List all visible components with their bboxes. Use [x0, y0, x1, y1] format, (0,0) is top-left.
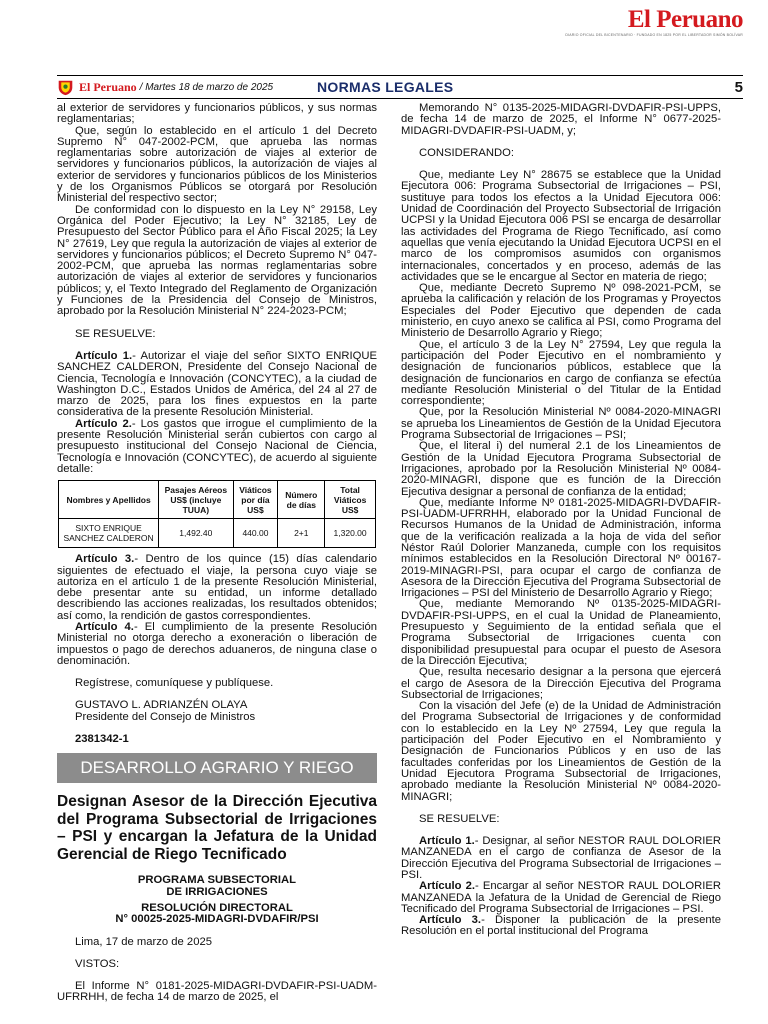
- page-number: 5: [734, 78, 743, 96]
- paragraph: El Informe N° 0181-2025-MIDAGRI-DVDAFIR-PSI-UADM-UFRRHH, de fecha 14 de marzo de 2025, el: [57, 980, 377, 1004]
- table-header: Viáticos por día US$: [233, 481, 278, 519]
- table-header: Total Viáticos US$: [325, 481, 376, 519]
- article-4: [57, 622, 377, 667]
- brand-name: El Peruano: [627, 6, 743, 33]
- article-text: - Encargar al señor NESTOR RAUL DOLORIER MANZANEDA la Jefatura de la Unidad de Gerencial de Riego Tecnificado del Programa Subsectorial de Irrigaciones – PSI.: [401, 880, 721, 915]
- article-text: - Los gastos que irrogue el cumplimiento de la presente Resolución Ministerial serán cubiertos con cargo al presupuesto institucional del Consejo Nacional de Ciencia, Tecnología e Innovación (CONCYTEC), de acuerdo al siguiente detalle:: [57, 417, 377, 475]
- header-date: / Martes 18 de marzo de 2025: [139, 81, 274, 93]
- article-text: - Dentro de los quince (15) días calendario siguientes de efectuado el viaje, la persona cuyo viaje se autoriza en el artículo 1 de la presente Resolución Ministerial, debe presentar ante su entidad, un informe detallado describiendo las acciones realizadas, los resultados obtenidos; así como, la rendición de gastos correspondientes.: [57, 553, 377, 622]
- article-label: Artículo 1.: [75, 349, 133, 362]
- article-label: Artículo 4.: [75, 620, 134, 633]
- paragraph: Que, por la Resolución Ministerial Nº 0084-2020-MINAGRI se aprueba los Lineamientos de Gestión de la Unidad Ejecutora Programa Subsectorial de Irrigaciones – PSI;: [401, 406, 721, 442]
- header-section: NORMAS LEGALES: [317, 79, 454, 95]
- article-label: Artículo 1.: [419, 835, 475, 848]
- header-bottom-rule: [57, 98, 743, 99]
- place-date: Lima, 17 de marzo de 2025: [75, 935, 212, 948]
- paragraph: Que, según lo establecido en el artículo 1 del Decreto Supremo N° 047-2002-PCM, que aprueba las normas reglamentarias sobre autorización de viajes al exterior de servidores y funcionarios públicos, la autorización de viajes al exterior de servidores y funcionarios públicos de los Ministerios y de los Organismos Públicos se otorgará por Resolución Ministerial del respectivo sector;: [57, 124, 377, 205]
- expenses-table: [58, 480, 376, 548]
- article-label: Artículo 2.: [75, 417, 132, 430]
- article-text: - Autorizar el viaje del señor SIXTO ENRIQUE SANCHEZ CALDERON, Presidente del Consejo Nacional de Ciencia, Tecnología e Innovación (CONCYTEC), a la ciudad de Washington D.C., Estados Unidos de América, del 24 al 27 de marzo de 2025, para los fines expuestos en la parte considerativa de la presente Resolución Ministerial.: [57, 349, 377, 419]
- se-resuelve-heading: SE RESUELVE:: [419, 812, 500, 825]
- paragraph: Con la visación del Jefe (e) de la Unidad de Administración del Programa Subsectorial de Irrigaciones y de conformidad con lo establecido en la Ley Nº 27594, Ley que regula la participación del Poder Ejecutivo en el Nombramiento y Designación de Funcionarios Públicos y en uso de las facultades conferidas por los Lineamientos de Gestión de la Unidad Ejecutora Programa Subsectorial de Irrigaciones, aprobado mediante la Resolución Ministerial Nº 0084-2020-MINAGRI;: [401, 700, 721, 803]
- section-banner: DESARROLLO AGRARIO Y RIEGO: [57, 753, 377, 783]
- article-title: Designan Asesor de la Dirección Ejecutiva del Programa Subsectorial de Irrigaciones – PSI y encargan la Jefatura de la Unidad Gerencial de Riego Tecnificado: [57, 793, 377, 863]
- table-header: Número de días: [278, 481, 325, 519]
- article-1: [57, 351, 377, 419]
- program-name-line: DE IRRIGACIONES: [166, 885, 268, 898]
- table-cell: SIXTO ENRIQUE SANCHEZ CALDERON: [59, 519, 159, 548]
- article-text: - Disponer la publicación de la presente Resolución en el portal institucional del Programa: [401, 914, 721, 938]
- table-cell: 440.00: [233, 519, 278, 548]
- article-2: [401, 881, 721, 915]
- header-paper-name: El Peruano: [79, 79, 137, 94]
- paragraph: Que, resulta necesario designar a la persona que ejercerá el cargo de Asesora de la Dirección Ejecutiva del Programa Subsectorial de Irrigaciones;: [401, 666, 721, 701]
- paragraph: Que, el artículo 3 de la Ley N° 27594, Ley que regula la participación del Poder Ejecutivo en el nombramiento y designación de funcionarios públicos, establece que la designación de funcionarios en cargo de confianza se efectúa mediante Resolución Ministerial o del Titular de la Entidad correspondiente;: [401, 338, 721, 408]
- paragraph: De conformidad con lo dispuesto en la Ley N° 29158, Ley Orgánica del Poder Ejecutivo; la Ley N° 32185, Ley de Presupuesto del Sector Público para el Año Fiscal 2025; la Ley N° 27619, Ley que regula la autorización de viajes al exterior de servidores y funcionarios públicos; el Decreto Supremo N° 047-2002-PCM, que aprueba las normas reglamentarias sobre autorización de viajes al exterior de servidores y funcionarios públicos; y, el Texto Integrado del Reglamento de Organización y Funciones de la Presidencia del Consejo de Ministros, aprobado por la Resolución Ministerial N° 224-2023-PCM;: [57, 203, 377, 318]
- paragraph: al exterior de servidores y funcionarios públicos, y sus normas reglamentarias;: [57, 102, 377, 126]
- paragraph: Que, el literal i) del numeral 2.1 de los Lineamientos de Gestión de la Unidad Ejecutora Programa Subsectorial de Irrigaciones, aprobado por la Resolución Ministerial Nº 0084-2020-MINAGRI, dispone que es función de la Dirección Ejecutiva designar a personal de confianza de la entidad;: [401, 440, 721, 498]
- table-header-row: [59, 481, 376, 519]
- article-text: - El cumplimiento de la presente Resolución Ministerial no otorga derecho a exoneración o liberación de impuestos o pago de derechos aduaneros, de ninguna clase o denominación.: [57, 620, 377, 667]
- table-cell: 1,320.00: [325, 519, 376, 548]
- table-cell: 1,492.40: [159, 519, 233, 548]
- paragraph: Que, mediante Decreto Supremo Nº 098-2021-PCM, se aprueba la calificación y relación de los Programas y Proyectos Especiales del Poder Ejecutivo que dependen de cada ministerio, en cuyo anexo se califica al PSI, como Programa del Ministerio de Desarrollo Agrario y Riego;: [401, 282, 721, 340]
- paragraph: Que, mediante Informe Nº 0181-2025-MIDAGRI-DVDAFIR-PSI-UADM-UFRRHH, elaborado por la Unidad Funcional de Recursos Humanos de la Unidad de Administración, informa que de la verificación realizada a la hoja de vida del señor Néstor Raúl Dolorier Manzaneda, cumple con los requisitos mínimos establecidos en la Resolución Directoral Nº 00167-2019-MINAGRI-PSI, para ocupar el cargo de confianza de Asesora de la Dirección Ejecutiva del Programa Subsectorial de Irrigaciones – PSI del Ministerio de Desarrollo Agrario y Riego;: [401, 496, 721, 600]
- paragraph: Que, mediante Ley N° 28675 se establece que la Unidad Ejecutora 006: Programa Subsectorial de Irrigaciones – PSI, sustituye para todos los efectos a la Unidad Ejecutora 006: Unidad de Coordinación del Proyecto Subsectorial de Irrigación UCPSI y la Unidad Ejecutora 006 PSI se encarga de desarrollar las actividades del Programa de Riego Tecnificado, así como aquellas que venía ejecutando la Unidad Ejecutora UCPSI en el marco de los compromisos asumidos con organismos internacionales, concertados y en proceso, además de las actividades que se le encargue al Sector en materia de riego;: [401, 169, 721, 283]
- paragraph: Que, mediante Memorando Nº 0135-2025-MIDAGRI-DVDAFIR-PSI-UPPS, en el cual la Unidad de Planeamiento, Presupuesto y Seguimiento de la entidad señala que el Programa Subsectorial de Irrigaciones cuenta con disponibilidad presupuestal para ocupar el puesto de Asesora de la Dirección Ejecutiva;: [401, 598, 721, 667]
- resolution-number: N° 00025-2025-MIDAGRI-DVDAFIR/PSI: [115, 913, 319, 926]
- table-row: [59, 519, 376, 548]
- left-column: [57, 103, 377, 1004]
- newspaper-logo: [565, 7, 743, 38]
- right-column: [401, 103, 721, 938]
- article-3: [57, 554, 377, 622]
- closing-formula: Regístrese, comuníquese y publíquese.: [75, 677, 274, 690]
- paragraph: Memorando N° 0135-2025-MIDAGRI-DVDAFIR-PSI-UPPS, de fecha 14 de marzo de 2025, el Informe N° 0677-2025-MIDAGRI-DVDAFIR-PSI-UADM, y;: [401, 102, 721, 137]
- table-header: Pasajes Aéreos US$ (incluye TUUA): [159, 481, 233, 519]
- header-top-rule: [57, 75, 743, 76]
- article-3: [401, 915, 721, 938]
- article-text: - Designar, al señor NESTOR RAUL DOLORIER MANZANEDA en el cargo de confianza de Asesor de la Dirección Ejecutiva del Programa Subsectorial de Irrigaciones – PSI.: [401, 835, 721, 881]
- vistos-heading: VISTOS:: [75, 957, 120, 970]
- considerando-heading: CONSIDERANDO:: [419, 146, 515, 159]
- article-label: Artículo 3.: [419, 914, 482, 927]
- table-header: Nombres y Apellidos: [59, 481, 159, 519]
- signer-title: Presidente del Consejo de Ministros: [75, 710, 256, 723]
- document-code: [57, 734, 377, 745]
- document-code-text: 2381342-1: [75, 733, 129, 746]
- article-2: [57, 419, 377, 475]
- table-cell: 2+1: [278, 519, 325, 548]
- article-label: Artículo 3.: [75, 553, 135, 566]
- signer-name: GUSTAVO L. ADRIANZÉN OLAYA: [75, 699, 248, 712]
- se-resuelve-heading: SE RESUELVE:: [75, 327, 156, 340]
- coat-of-arms-icon: [57, 79, 74, 96]
- article-label: Artículo 2.: [419, 880, 475, 893]
- page-header: [57, 77, 743, 97]
- brand-tagline: DIARIO OFICIAL DEL BICENTENARIO · FUNDADO EN 1825 POR EL LIBERTADOR SIMÓN BOLÍVAR: [565, 33, 743, 37]
- program-name-line: PROGRAMA SUBSECTORIAL: [137, 874, 297, 887]
- article-1: [401, 836, 721, 881]
- resolution-title: RESOLUCIÓN DIRECTORAL: [141, 901, 293, 914]
